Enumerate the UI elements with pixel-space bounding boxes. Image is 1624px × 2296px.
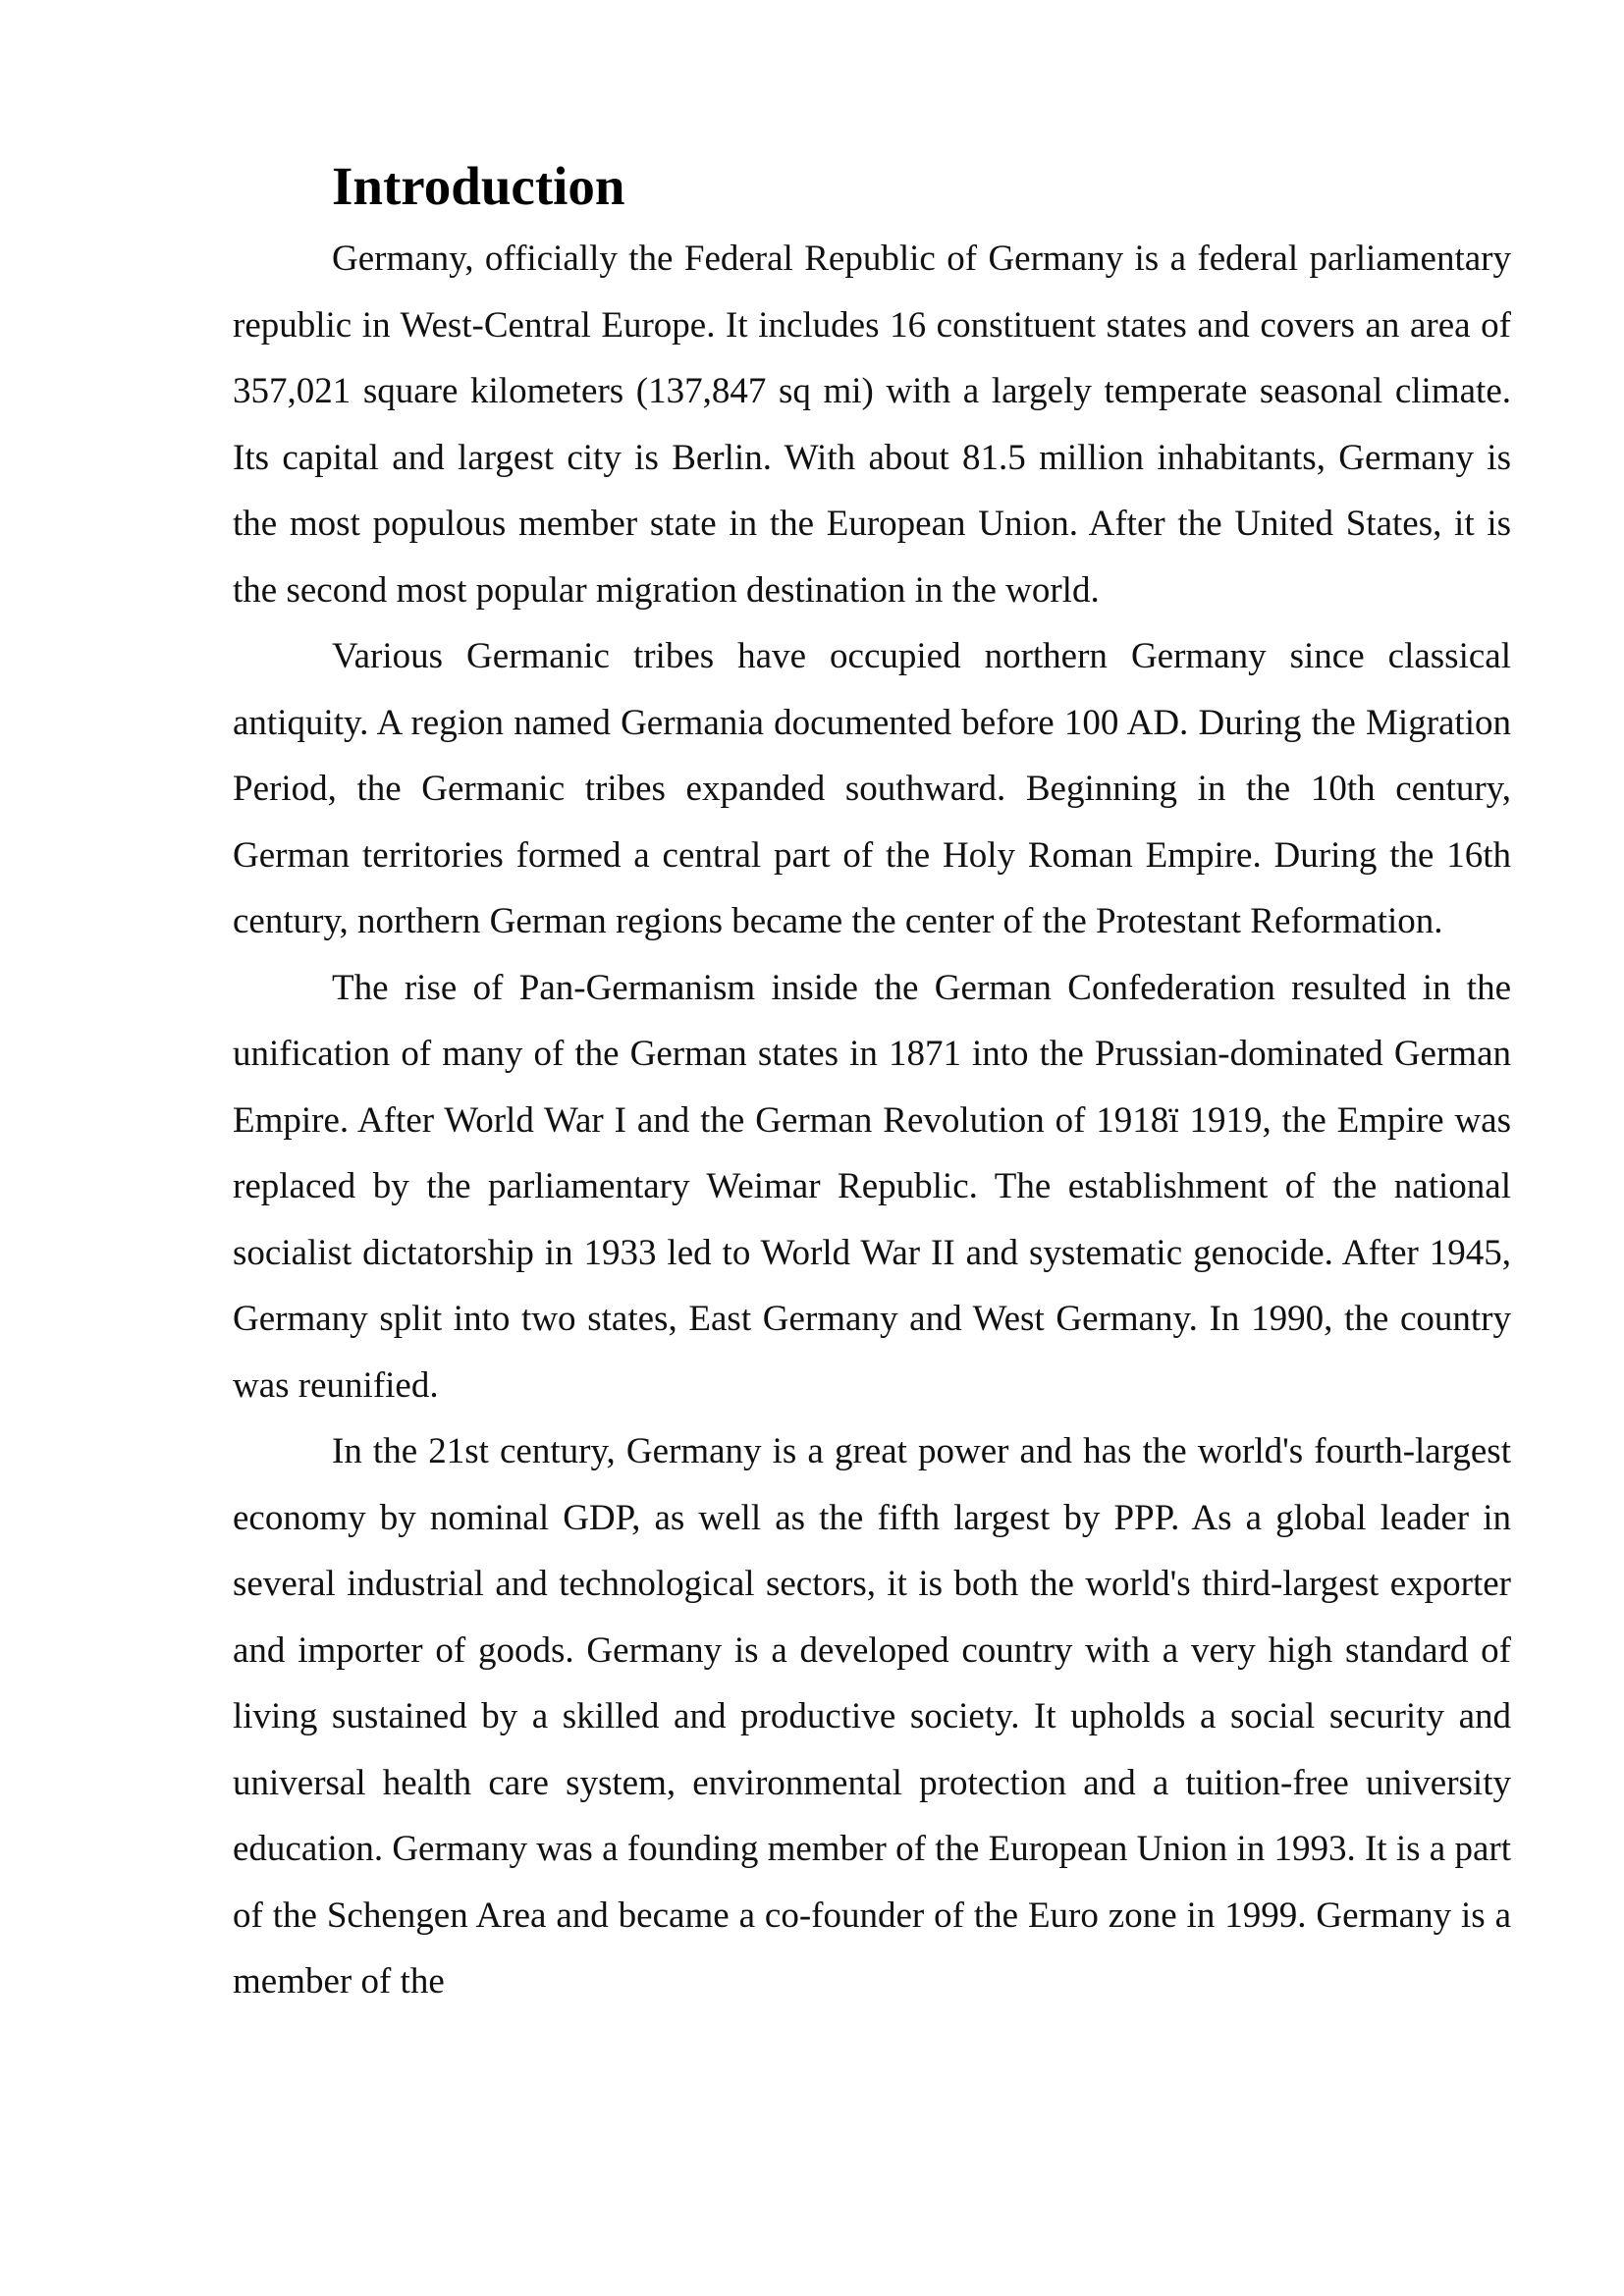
section-heading: Introduction — [332, 156, 625, 216]
paragraph-present-day: In the 21st century, Germany is a great power and has the world's fourth-largest economy by nominal GDP, as well as the fifth largest by PPP. As a global leader in several industrial and technological sectors, it is both the world's third-largest exporter and importer of goods. Germany is a developed country with a very high standard of living sustained by a skilled and productive society. It upholds a social security and universal health care system, environmental protection and a tuition-free university education. Germany was a founding member of the European Union in 1993. It is a part of the Schengen Area and became a co-founder of the Euro zone in 1999. Germany is a member of the — [233, 1431, 1511, 2002]
paragraph-modern-history: The rise of Pan-Germanism inside the German Confederation resulted in the unification of many of the German states in 1871 into the Prussian-dominated German Empire. After World War I and the German Revolution of 1918ï 1919, the Empire was replaced by the parliamentary Weimar Republic. The establishment of the national socialist dictatorship in 1933 led to World War II and systematic genocide. After 1945, Germany split into two states, East Germany and West Germany. In 1990, the country was reunified. — [233, 967, 1511, 1406]
paragraph-overview: Germany, officially the Federal Republic of Germany is a federal parliamentary republic in West-Central Europe. It includes 16 constituent states and covers an area of 357,021 square kilometers (137,847 sq mi) with a largely temperate seasonal climate. Its capital and largest city is Berlin. With about 81.5 million inhabitants, Germany is the most populous member state in the European Union. After the United States, it is the second most popular migration destination in the world. — [233, 239, 1511, 611]
document-body — [233, 147, 1511, 2015]
paragraph-early-history: Various Germanic tribes have occupied northern Germany since classical antiquity. A region named Germania documented before 100 AD. During the Migration Period, the Germanic tribes expanded southward. Beginning in the 10th century, German territories formed a central part of the Holy Roman Empire. During the 16th century, northern German regions became the center of the Protestant Reformation. — [233, 636, 1511, 941]
